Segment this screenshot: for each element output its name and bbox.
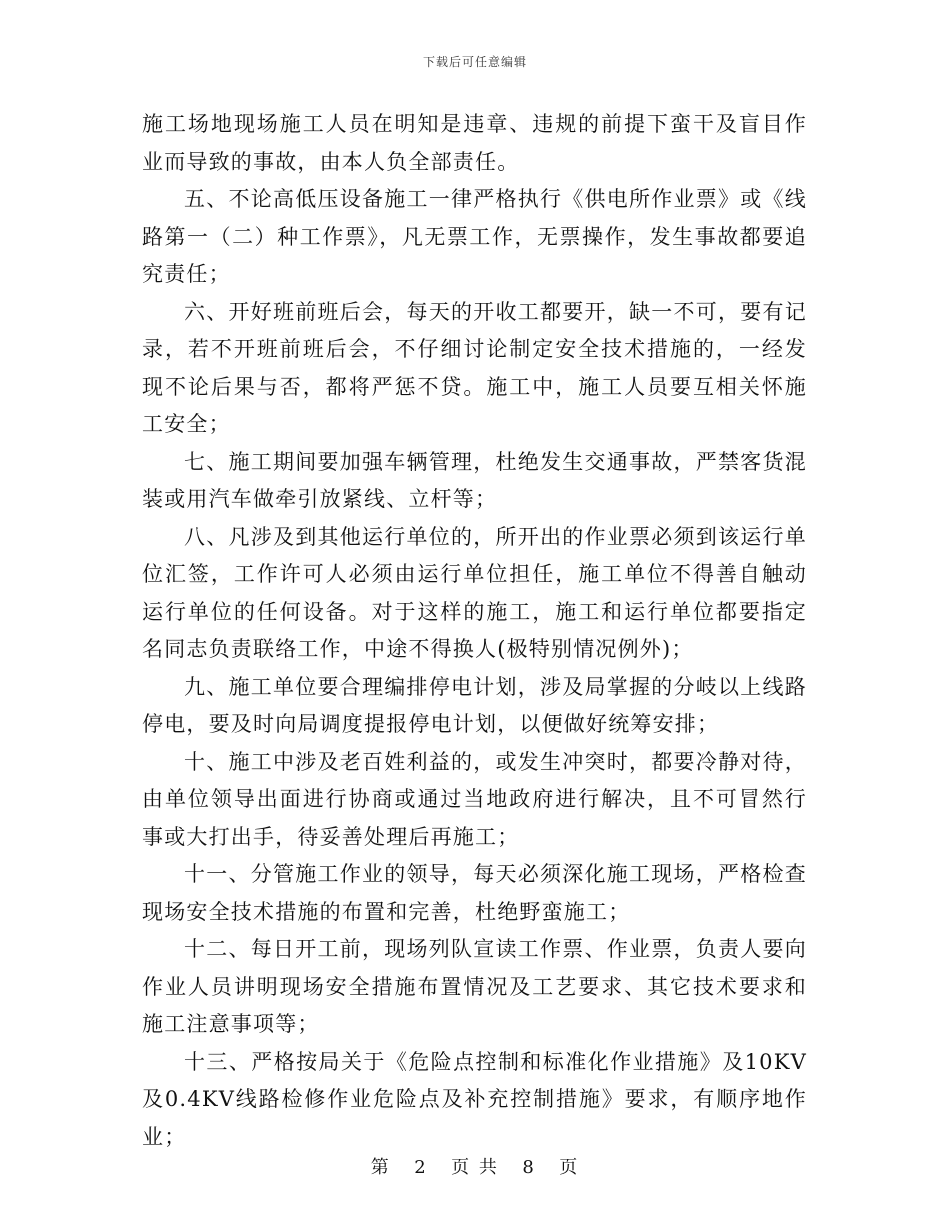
- page-footer: [0, 1153, 950, 1179]
- paragraph-item-10: 十、施工中涉及老百姓利益的，或发生冲突时，都要冷静对待，由单位领导出面进行协商或通过当地政府进行解决，且不可冒然行事或大打出手，待妥善处理后再施工；: [142, 749, 807, 849]
- paragraph-item-5: 五、不论高低压设备施工一律严格执行《供电所作业票》或《线路第一（二）种工作票》，凡无票工作，无票操作，发生事故都要追究责任；: [142, 187, 807, 286]
- paragraph-item-9: 九、施工单位要合理编排停电计划，涉及局掌握的分岐以上线路停电，要及时向局调度提报停电计划，以便做好统筹安排；: [142, 674, 807, 736]
- paragraph-item-12: 十二、每日开工前，现场列队宣读工作票、作业票，负责人要向作业人员讲明现场安全措施布置情况及工艺要求、其它技术要求和施工注意事项等；: [142, 937, 807, 1036]
- footer-total-pages: 8: [522, 1157, 536, 1178]
- paragraph-item-13: 十三、严格按局关于《危险点控制和标准化作业措施》及10KV及0.4KV线路检修作业危险点及补充控制措施》要求，有顺序地作业；: [142, 1049, 807, 1149]
- footer-page-number: 2: [414, 1157, 428, 1178]
- page-header-note: 下载后可任意编辑: [422, 55, 527, 69]
- paragraph-item-6: 六、开好班前班后会，每天的开收工都要开，缺一不可，要有记录，若不开班前班后会，不仔细讨论制定安全技术措施的，一经发现不论后果与否，都将严惩不贷。施工中，施工人员要互相关怀施工安全；: [142, 299, 807, 436]
- footer-middle: 页 共: [451, 1157, 499, 1178]
- footer-suffix: 页: [559, 1157, 580, 1178]
- paragraph-item-11: 十一、分管施工作业的领导，每天必须深化施工现场，严格检查现场安全技术措施的布置和完善，杜绝野蛮施工；: [142, 862, 807, 924]
- paragraph-item-7: 七、施工期间要加强车辆管理，杜绝发生交通事故，严禁客货混装或用汽车做牵引放紧线、立杆等；: [142, 449, 807, 511]
- paragraph-continuation: 施工场地现场施工人员在明知是违章、违规的前提下蛮干及盲目作业而导致的事故，由本人负全部责任。: [142, 112, 807, 174]
- document-body: [142, 106, 807, 1156]
- footer-prefix: 第: [370, 1157, 391, 1178]
- paragraph-item-8: 八、凡涉及到其他运行单位的，所开出的作业票必须到该运行单位汇签，工作许可人必须由运行单位担任，施工单位不得善自触动运行单位的任何设备。对于这样的施工，施工和运行单位都要指定名同志负责联络工作，中途不得换人(极特别情况例外)；: [142, 524, 807, 661]
